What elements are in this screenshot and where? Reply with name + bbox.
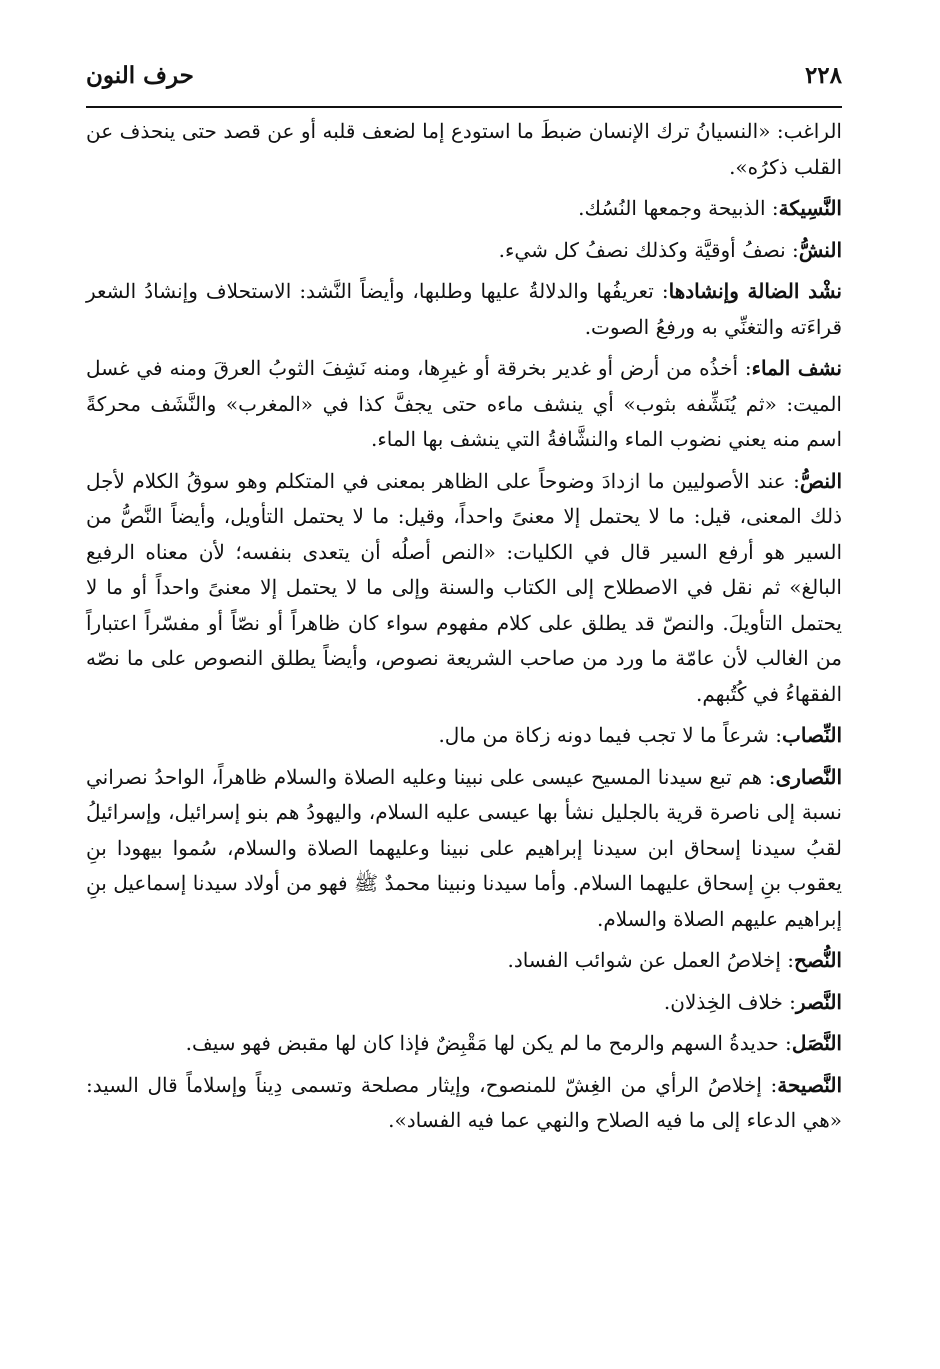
entry-nasr: النَّصر: خلاف الخِذلان.: [663, 989, 842, 1014]
entry-term: النِّصاب: [782, 723, 842, 747]
entry-text: عند الأصوليين ما ازدادَ وضوحاً على الظاهر بمعنى في المتكلم وهو سوقُ الكلام لأجل ذلك المعنى، قيل: ما لا يحتمل إلا معنىً واحداً، وقيل: ما لا يحتمل التأويل، وأيضاً النَّصُّ من السير هو أرفع السير قال في الكليات: «النص أصلُه أن يتعدى بنفسه؛ لأن معناه الرفيع البالغ» ثم نقل في الاصطلاح إلى الكتاب والسنة وإلى ما لا يحتمل إلا معنىً واحداً أو ما لا يحتمل التأويلَ. والنصّ قد يطلق على كلام مفهوم سواء كان ظاهراً أو نصّاً أو مفسّراً اعتباراً من الغالب لأن عامّة ما ورد من صاحب الشريعة نصوص، وأيضاً يطلق النصوص على ما نصّه الفقهاءُ في كُتُبهم.: [86, 468, 842, 706]
entry-term: نشف الماء: [751, 356, 842, 380]
entry-term: النَّصَل: [791, 1031, 842, 1055]
entries-body: [86, 114, 842, 1139]
entry-text: إخلاصُ العمل عن شوائب الفساد.: [507, 948, 781, 972]
entry-text: شرعاً ما لا تجب فيما دونه زكاة من مال.: [438, 723, 769, 747]
entry-text: الراغب: «النسيانُ ترك الإنسان ضبطَ ما استودع إما لضعف قلبه أو عن قصد حتى ينحذف عن القلب ذكرُه».: [86, 119, 842, 179]
entry-nasika: النَّسِيكة: الذبيحة وجمعها النُسُك.: [578, 196, 842, 220]
entry-text: الذبيحة وجمعها النُسُك.: [578, 196, 766, 220]
entry-term: النُّصح: [794, 948, 842, 972]
entry-text: نصفُ أوقيَّة وكذلك نصفُ كل شيء.: [498, 237, 786, 262]
entry-nass: النصُّ: عند الأصوليين ما ازدادَ وضوحاً على الظاهر بمعنى في المتكلم وهو سوقُ الكلام لأجل ذلك المعنى، قيل: ما لا يحتمل إلا معنىً واحداً، وقيل: ما لا يحتمل التأويل، وأيضاً النَّصُّ من السير هو أرفع السير قال في الكليات: «النص أصلُه أن يتعدى بنفسه؛ لأن معناه الرفيع البالغ» ثم نقل في الاصطلاح إلى الكتاب والسنة وإلى ما لا يحتمل إلا معنىً واحداً أو ما لا يحتمل التأويلَ. والنصّ قد يطلق على كلام مفهوم سواء كان ظاهراً أو نصّاً أو مفسّراً اعتباراً من الغالب لأن عامّة ما ورد من صاحب الشريعة نصوص، وأيضاً يطلق النصوص على ما نصّه الفقهاءُ في كُتُبهم.: [86, 468, 842, 706]
entry-nasl: النَّصَل: حديدةُ السهم والرمح ما لم يكن لها مَقْبِضٌ فإذا كان لها مقبض فهو سيف.: [185, 1031, 842, 1055]
dictionary-page: [86, 62, 842, 1145]
entry-nasiha: النَّصيحة: إخلاصُ الرأي من الغِشّ للمنصوح، وإيثار مصلحة وتسمى دِيناً وإسلاماً قال السيد: «هي الدعاء إلى ما فيه الصلاح والنهي عما فيه الفساد».: [86, 1072, 842, 1132]
entry-continuation: [86, 114, 842, 185]
entry-term: النصُّ: [799, 468, 842, 493]
header-rule: [86, 106, 842, 108]
entry-text: إخلاصُ الرأي من الغِشّ للمنصوح، وإيثار مصلحة وتسمى دِيناً وإسلاماً قال السيد: «هي الدعاء إلى ما فيه الصلاح والنهي عما فيه الفساد».: [86, 1072, 842, 1132]
entry-nashf: نشف الماء: أخذُه من أرض أو غدير بخرقة أو غيرِها، ومنه نَشِفَ الثوبُ العرقَ ومنه في غسل الميت: «ثم يُنَشِّفه بثوب» أي ينشف ماءه حتى يجفَّ كذا في «المغرب» والنَّشَف محركةً اسم منه يعني نضوب الماء والنشَّافةُ التي ينشف بها الماء.: [86, 356, 842, 451]
entry-nash: النشُّ: نصفُ أوقيَّة وكذلك نصفُ كل شيء.: [498, 237, 842, 262]
entry-term: النَّصارى: [775, 764, 842, 789]
entry-term: النشُّ: [798, 237, 842, 262]
entry-text: حديدةُ السهم والرمح ما لم يكن لها مَقْبِضٌ فإذا كان لها مقبض فهو سيف.: [185, 1031, 779, 1055]
entry-term: النَّصيحة: [777, 1072, 842, 1097]
entry-text: خلاف الخِذلان.: [663, 989, 783, 1014]
entry-term: النَّسِيكة: [778, 196, 842, 220]
entry-nisab: النِّصاب: شرعاً ما لا تجب فيما دونه زكاة من مال.: [438, 723, 842, 747]
entry-nush: النُّصح: إخلاصُ العمل عن شوائب الفساد.: [507, 948, 842, 972]
entry-text: أخذُه من أرض أو غدير بخرقة أو غيرِها، ومنه نَشِفَ الثوبُ العرقَ ومنه في غسل الميت: «ثم يُنَشِّفه بثوب» أي ينشف ماءه حتى يجفَّ كذا في «المغرب» والنَّشَف محركةً اسم منه يعني نضوب الماء والنشَّافةُ التي ينشف بها الماء.: [86, 356, 842, 451]
entry-nashd: نشْد الضالة وإنشادها: تعريفُها والدلالةُ عليها وطلبها، وأيضاً النَّشد: الاستحلاف وإنشادُ الشعر قراءَته والتغنِّي به ورفعُ الصوت.: [86, 279, 842, 339]
entry-nasara: النَّصارى: هم تبع سيدنا المسيح عيسى على نبينا وعليه الصلاة والسلام ظاهراً، الواحدُ نصراني نسبة إلى ناصرة قرية بالجليل نشأ بها عيسى عليه السلام، واليهودُ هم بنو إسرائيل، وإسرائيلُ لقبُ سيدنا إسحاق ابن سيدنا إبراهيم على نبينا وعليهما الصلاة والسلام، سُموا بيهودا بنِ يعقوب بنِ إسحاق عليهما السلام. وأما سيدنا ونبينا محمدٌ ﷺ فهو من أولاد سيدنا إسماعيل بنِ إبراهيم عليهم الصلاة والسلام.: [86, 764, 842, 931]
entry-term: نشْد الضالة وإنشادها: [668, 279, 842, 303]
entry-term: النَّصر: [795, 989, 842, 1014]
running-head: [86, 62, 842, 104]
entry-text: تعريفُها والدلالةُ عليها وطلبها، وأيضاً النَّشد: الاستحلاف وإنشادُ الشعر قراءَته والتغنِّي به ورفعُ الصوت.: [86, 279, 842, 339]
page-number: ٢٢٨: [804, 62, 842, 89]
entry-text: هم تبع سيدنا المسيح عيسى على نبينا وعليه الصلاة والسلام ظاهراً، الواحدُ نصراني نسبة إلى ناصرة قرية بالجليل نشأ بها عيسى عليه السلام، واليهودُ هم بنو إسرائيل، وإسرائيلُ لقبُ سيدنا إسحاق ابن سيدنا إبراهيم على نبينا وعليهما الصلاة والسلام، سُموا بيهودا بنِ يعقوب بنِ إسحاق عليهما السلام. وأما سيدنا ونبينا محمدٌ ﷺ فهو من أولاد سيدنا إسماعيل بنِ إبراهيم عليهم الصلاة والسلام.: [86, 764, 842, 931]
chapter-title: حرف النون: [86, 62, 194, 89]
